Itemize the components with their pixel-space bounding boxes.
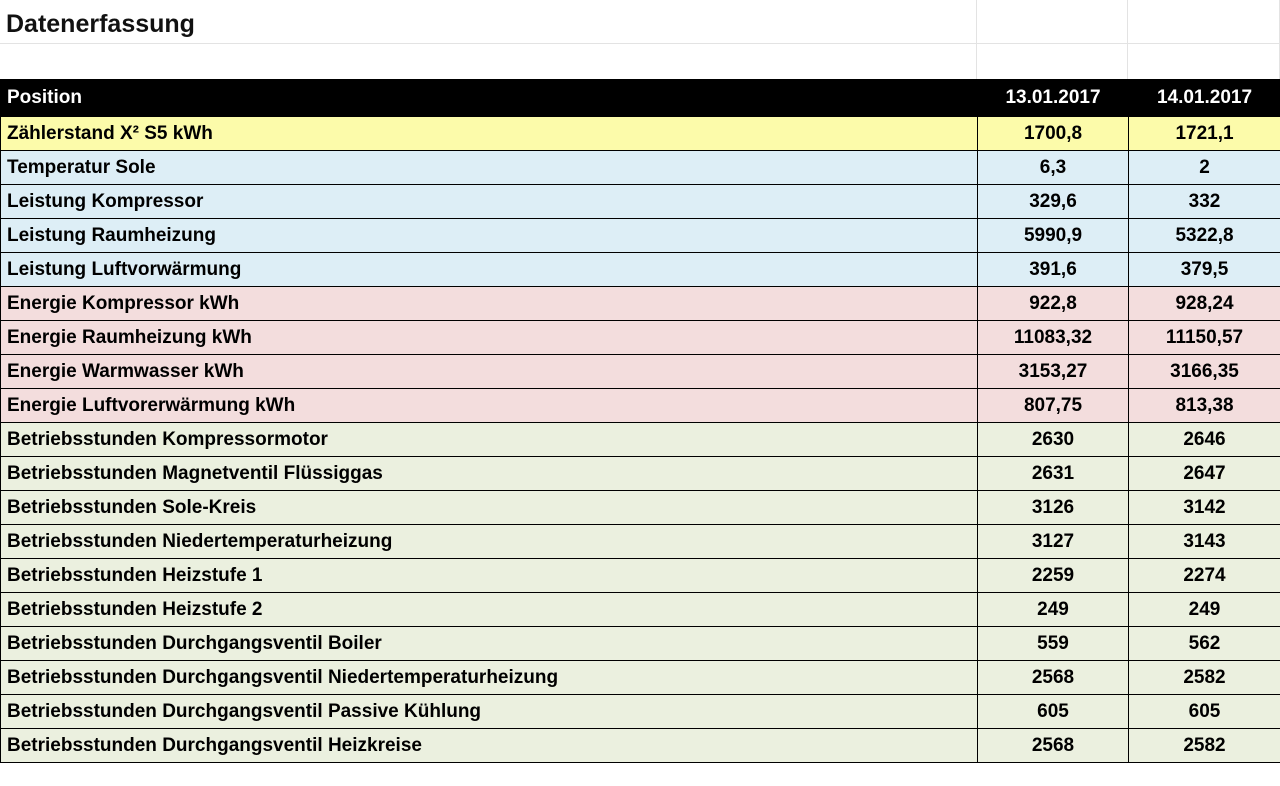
row-value-date-2[interactable]: 3143 xyxy=(1129,525,1280,559)
table-row xyxy=(1,151,1280,185)
row-value-date-1[interactable]: 5990,9 xyxy=(978,219,1129,253)
table-row xyxy=(1,287,1280,321)
row-label-cell[interactable]: Energie Luftvorerwärmung kWh xyxy=(1,389,978,423)
row-value-date-2[interactable]: 2 xyxy=(1129,151,1280,185)
table-row xyxy=(1,219,1280,253)
row-value-date-2[interactable]: 3166,35 xyxy=(1129,355,1280,389)
header-date-2[interactable]: 14.01.2017 xyxy=(1129,80,1280,117)
empty-cell[interactable] xyxy=(977,0,1128,44)
row-value-date-1[interactable]: 3126 xyxy=(978,491,1129,525)
row-label-cell[interactable]: Betriebsstunden Durchgangsventil Niedertemperaturheizung xyxy=(1,661,978,695)
header-date-1[interactable]: 13.01.2017 xyxy=(978,80,1129,117)
row-value-date-2[interactable]: 2582 xyxy=(1129,661,1280,695)
table-row xyxy=(1,695,1280,729)
row-value-date-2[interactable]: 2647 xyxy=(1129,457,1280,491)
table-row xyxy=(1,661,1280,695)
data-table xyxy=(0,79,1280,763)
row-label-cell[interactable]: Betriebsstunden Niedertemperaturheizung xyxy=(1,525,978,559)
row-value-date-2[interactable]: 2646 xyxy=(1129,423,1280,457)
table-row xyxy=(1,253,1280,287)
table-row xyxy=(1,423,1280,457)
row-label-cell[interactable]: Energie Raumheizung kWh xyxy=(1,321,978,355)
row-label-cell[interactable]: Energie Warmwasser kWh xyxy=(1,355,978,389)
row-label-cell[interactable]: Betriebsstunden Heizstufe 1 xyxy=(1,559,978,593)
row-value-date-1[interactable]: 329,6 xyxy=(978,185,1129,219)
sheet-title[interactable]: Datenerfassung xyxy=(0,0,977,44)
row-value-date-2[interactable]: 562 xyxy=(1129,627,1280,661)
table-row xyxy=(1,627,1280,661)
row-value-date-1[interactable]: 2631 xyxy=(978,457,1129,491)
table-row xyxy=(1,525,1280,559)
row-value-date-1[interactable]: 249 xyxy=(978,593,1129,627)
row-value-date-1[interactable]: 2568 xyxy=(978,729,1129,763)
blank-row xyxy=(0,44,1280,79)
table-row xyxy=(1,355,1280,389)
row-label-cell[interactable]: Betriebsstunden Magnetventil Flüssiggas xyxy=(1,457,978,491)
row-value-date-2[interactable]: 3142 xyxy=(1129,491,1280,525)
table-body xyxy=(1,117,1280,763)
empty-cell[interactable] xyxy=(0,44,977,79)
row-label-cell[interactable]: Betriebsstunden Heizstufe 2 xyxy=(1,593,978,627)
header-row xyxy=(1,80,1280,117)
row-label-cell[interactable]: Energie Kompressor kWh xyxy=(1,287,978,321)
table-row xyxy=(1,389,1280,423)
row-label-cell[interactable]: Betriebsstunden Kompressormotor xyxy=(1,423,978,457)
table-row xyxy=(1,457,1280,491)
row-label-cell[interactable]: Betriebsstunden Durchgangsventil Heizkreise xyxy=(1,729,978,763)
row-label-cell[interactable]: Leistung Luftvorwärmung xyxy=(1,253,978,287)
row-value-date-2[interactable]: 332 xyxy=(1129,185,1280,219)
empty-cell[interactable] xyxy=(1128,44,1280,79)
row-value-date-1[interactable]: 807,75 xyxy=(978,389,1129,423)
table-row xyxy=(1,729,1280,763)
row-label-cell[interactable]: Leistung Kompressor xyxy=(1,185,978,219)
table-row xyxy=(1,321,1280,355)
row-label-cell[interactable]: Betriebsstunden Durchgangsventil Boiler xyxy=(1,627,978,661)
table-row xyxy=(1,185,1280,219)
row-label-cell[interactable]: Leistung Raumheizung xyxy=(1,219,978,253)
row-value-date-2[interactable]: 928,24 xyxy=(1129,287,1280,321)
row-value-date-2[interactable]: 5322,8 xyxy=(1129,219,1280,253)
row-value-date-1[interactable]: 6,3 xyxy=(978,151,1129,185)
row-value-date-2[interactable]: 379,5 xyxy=(1129,253,1280,287)
empty-cell[interactable] xyxy=(1128,0,1280,44)
row-value-date-1[interactable]: 922,8 xyxy=(978,287,1129,321)
row-value-date-1[interactable]: 559 xyxy=(978,627,1129,661)
table-row xyxy=(1,593,1280,627)
row-value-date-1[interactable]: 2630 xyxy=(978,423,1129,457)
row-value-date-2[interactable]: 249 xyxy=(1129,593,1280,627)
table-row xyxy=(1,559,1280,593)
row-label-cell[interactable]: Zählerstand X² S5 kWh xyxy=(1,117,978,151)
row-value-date-1[interactable]: 391,6 xyxy=(978,253,1129,287)
row-value-date-1[interactable]: 2259 xyxy=(978,559,1129,593)
row-label-cell[interactable]: Betriebsstunden Sole-Kreis xyxy=(1,491,978,525)
row-value-date-2[interactable]: 1721,1 xyxy=(1129,117,1280,151)
row-label-cell[interactable]: Betriebsstunden Durchgangsventil Passive Kühlung xyxy=(1,695,978,729)
row-value-date-1[interactable]: 1700,8 xyxy=(978,117,1129,151)
row-value-date-2[interactable]: 605 xyxy=(1129,695,1280,729)
row-value-date-2[interactable]: 2582 xyxy=(1129,729,1280,763)
row-label-cell[interactable]: Temperatur Sole xyxy=(1,151,978,185)
table-row xyxy=(1,491,1280,525)
table-row xyxy=(1,117,1280,151)
row-value-date-1[interactable]: 11083,32 xyxy=(978,321,1129,355)
title-row xyxy=(0,0,1280,44)
row-value-date-1[interactable]: 3153,27 xyxy=(978,355,1129,389)
empty-cell[interactable] xyxy=(977,44,1128,79)
row-value-date-1[interactable]: 2568 xyxy=(978,661,1129,695)
row-value-date-2[interactable]: 2274 xyxy=(1129,559,1280,593)
row-value-date-2[interactable]: 11150,57 xyxy=(1129,321,1280,355)
row-value-date-2[interactable]: 813,38 xyxy=(1129,389,1280,423)
header-position[interactable]: Position xyxy=(1,80,978,117)
row-value-date-1[interactable]: 3127 xyxy=(978,525,1129,559)
row-value-date-1[interactable]: 605 xyxy=(978,695,1129,729)
